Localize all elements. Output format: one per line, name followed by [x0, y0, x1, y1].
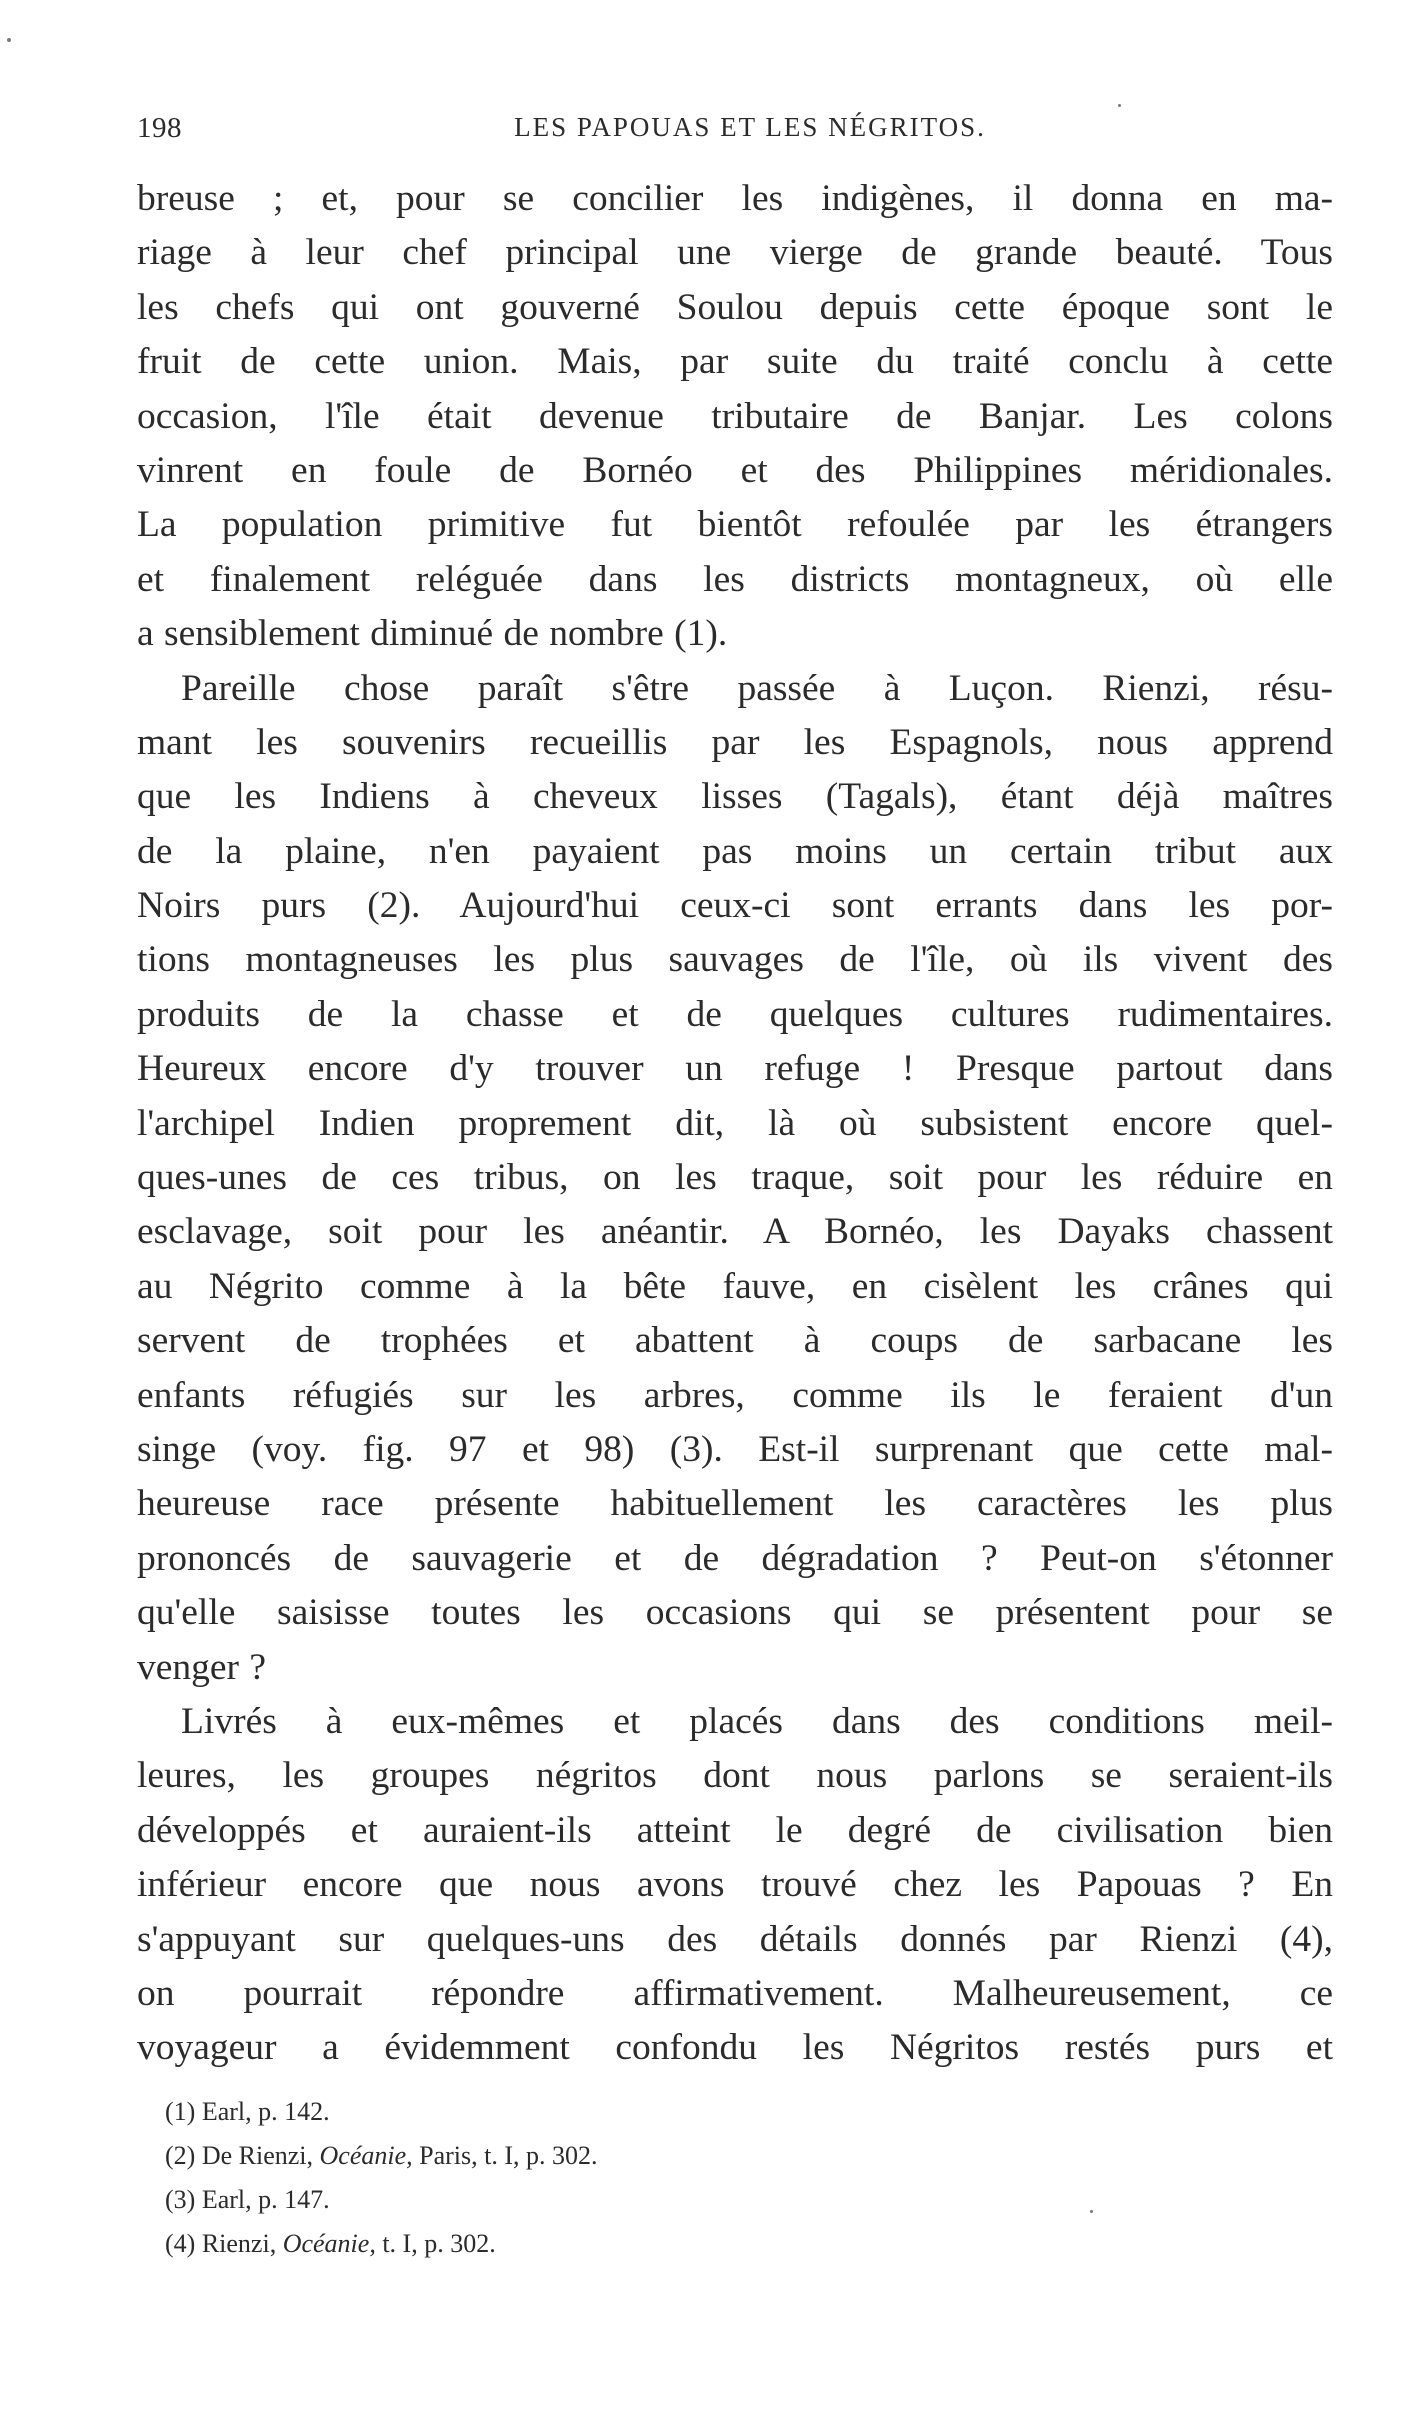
- footnote-text: t. I, p. 302.: [382, 2229, 496, 2258]
- text-line: et finalement reléguée dans les districts montagneux, où elle: [137, 558, 1333, 600]
- running-title: LES PAPOUAS ET LES NÉGRITOS.: [514, 112, 986, 142]
- footnote-title: Océanie,: [319, 2141, 413, 2170]
- text-line: inférieur encore que nous avons trouvé chez les Papouas ? En: [137, 1864, 1333, 1906]
- text-line: au Négrito comme à la bête fauve, en cisèlent les crânes qui: [137, 1265, 1333, 1307]
- body-text: [137, 172, 1333, 2076]
- text-line: les chefs qui ont gouverné Soulou depuis cette époque sont le: [137, 286, 1333, 328]
- footnotes: [165, 2090, 1265, 2266]
- page-number: 198: [137, 112, 182, 144]
- text-line: occasion, l'île était devenue tributaire de Banjar. Les colons: [137, 395, 1333, 437]
- text-line: esclavage, soit pour les anéantir. A Bornéo, les Dayaks chassent: [137, 1211, 1333, 1253]
- text-line: vinrent en foule de Bornéo et des Philippines méridionales.: [137, 449, 1333, 491]
- footnote-text: Rienzi,: [201, 2229, 277, 2258]
- text-line: produits de la chasse et de quelques cultures rudimentaires.: [137, 993, 1333, 1035]
- paper-speck: [7, 38, 11, 42]
- footnote-text: Earl, p. 142.: [201, 2097, 330, 2126]
- text-line: leures, les groupes négritos dont nous parlons se seraient-ils: [137, 1755, 1333, 1797]
- footnote-4: [165, 2222, 1265, 2266]
- text-line: on pourrait répondre affirmativement. Malheureusement, ce: [137, 1972, 1333, 2014]
- text-line: breuse ; et, pour se concilier les indigènes, il donna en ma-: [137, 178, 1333, 219]
- footnote-title: Océanie,: [282, 2229, 376, 2258]
- footnote-number: (4): [165, 2229, 196, 2258]
- text-line: a sensiblement diminué de nombre (1).: [137, 613, 728, 655]
- text-line: développés et auraient-ils atteint le degré de civilisation bien: [137, 1809, 1333, 1851]
- text-line: prononcés de sauvagerie et de dégradation ? Peut-on s'étonner: [137, 1537, 1333, 1579]
- text-line: heureuse race présente habituellement les caractères les plus: [137, 1483, 1333, 1525]
- text-line: l'archipel Indien proprement dit, là où subsistent encore quel-: [137, 1102, 1333, 1144]
- footnote-2: [165, 2134, 1265, 2178]
- text-line: Pareille chose paraît s'être passée à Luçon. Rienzi, résu-: [181, 667, 1333, 709]
- footnote-text: Paris, t. I, p. 302.: [419, 2141, 598, 2170]
- text-line: de la plaine, n'en payaient pas moins un certain tribut aux: [137, 830, 1333, 872]
- text-line: singe (voy. fig. 97 et 98) (3). Est-il surprenant que cette mal-: [137, 1428, 1333, 1470]
- text-line: venger ?: [137, 1646, 267, 1688]
- text-line: voyageur a évidemment confondu les Négritos restés purs et: [137, 2027, 1333, 2069]
- footnote-number: (2): [165, 2141, 196, 2170]
- text-line: ques-unes de ces tribus, on les traque, soit pour les réduire en: [137, 1157, 1333, 1199]
- text-line: servent de trophées et abattent à coups de sarbacane les: [137, 1320, 1333, 1362]
- text-line: que les Indiens à cheveux lisses (Tagals), étant déjà maîtres: [137, 776, 1333, 818]
- text-line: Livrés à eux-mêmes et placés dans des conditions meil-: [181, 1700, 1333, 1742]
- footnote-3: [165, 2178, 1265, 2222]
- footnote-number: (3): [165, 2185, 196, 2214]
- page-header: [137, 112, 1333, 152]
- text-line: La population primitive fut bientôt refoulée par les étrangers: [137, 504, 1333, 546]
- paper-speck: [1090, 2210, 1093, 2213]
- paper-speck: [1118, 104, 1121, 107]
- text-line: fruit de cette union. Mais, par suite du traité conclu à cette: [137, 341, 1333, 383]
- text-line: Noirs purs (2). Aujourd'hui ceux-ci sont errants dans les por-: [137, 885, 1333, 927]
- footnote-text: De Rienzi,: [201, 2141, 314, 2170]
- footnote-number: (1): [165, 2097, 196, 2126]
- text-line: riage à leur chef principal une vierge de grande beauté. Tous: [137, 232, 1333, 274]
- text-line: tions montagneuses les plus sauvages de l'île, où ils vivent des: [137, 939, 1333, 981]
- footnote-text: Earl, p. 147.: [201, 2185, 330, 2214]
- text-line: enfants réfugiés sur les arbres, comme ils le feraient d'un: [137, 1374, 1333, 1416]
- text-line: qu'elle saisisse toutes les occasions qui se présentent pour se: [137, 1592, 1333, 1634]
- text-line: mant les souvenirs recueillis par les Espagnols, nous apprend: [137, 721, 1333, 763]
- text-line: s'appuyant sur quelques-uns des détails donnés par Rienzi (4),: [137, 1918, 1333, 1960]
- text-line: Heureux encore d'y trouver un refuge ! Presque partout dans: [137, 1048, 1333, 1090]
- footnote-1: [165, 2090, 1265, 2134]
